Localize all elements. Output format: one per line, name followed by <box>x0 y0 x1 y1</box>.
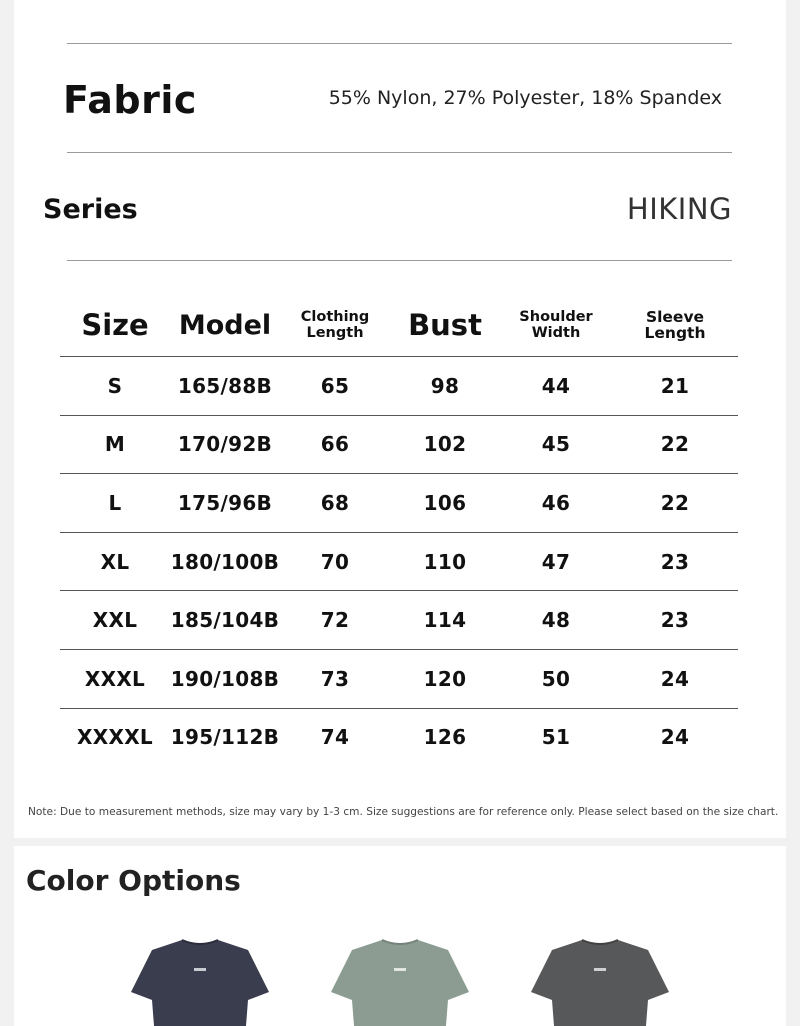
series-value: HIKING <box>626 192 732 226</box>
cell-sleeve-length: 24 <box>660 725 690 750</box>
sage-green-tshirt-swatch[interactable] <box>330 936 470 1026</box>
cell-shoulder-width: 44 <box>500 357 612 416</box>
cell-model: 165/88B <box>170 357 280 416</box>
cell-bust: 98 <box>390 357 500 416</box>
cropped-previous-row <box>84 0 744 4</box>
navy-tshirt-icon <box>131 940 269 1026</box>
cell-sleeve-length: 22 <box>612 474 738 533</box>
fabric-value: 55% Nylon, 27% Polyester, 18% Spandex <box>328 87 722 109</box>
cell-shoulder-width: 50 <box>500 649 612 708</box>
cell-sleeve-length: 23 <box>612 532 738 591</box>
cell-size: S <box>60 357 170 416</box>
cell-bust: 114 <box>390 591 500 650</box>
cell-model: 185/104B <box>170 591 280 650</box>
cell-bust: 106 <box>390 474 500 533</box>
header-bust: Bust <box>390 294 500 357</box>
cell-shoulder-width: 48 <box>500 591 612 650</box>
cell-bust: 126 <box>423 725 467 750</box>
divider <box>67 152 732 153</box>
series-label: Series <box>43 194 138 225</box>
cell-sleeve-length: 22 <box>612 415 738 474</box>
cell-size: XXXXL <box>77 725 153 750</box>
header-sleeve-length-line2: Length <box>644 324 706 342</box>
header-sleeve-length-line1: Sleeve <box>645 308 705 326</box>
header-shoulder-width <box>500 294 612 357</box>
color-options-title: Color Options <box>26 864 241 897</box>
cell-shoulder-width: 47 <box>500 532 612 591</box>
header-clothing-length-line2: Length <box>306 325 364 341</box>
cell-clothing-length: 68 <box>280 474 390 533</box>
cell-size: M <box>60 415 170 474</box>
header-sleeve-length <box>612 294 738 357</box>
cell-clothing-length: 70 <box>280 532 390 591</box>
sage-green-tshirt-icon <box>331 940 469 1026</box>
header-size: Size <box>60 294 170 357</box>
cell-bust: 120 <box>390 649 500 708</box>
cell-bust: 110 <box>390 532 500 591</box>
cell-clothing-length: 74 <box>320 725 350 750</box>
header-shoulder-width-line1: Shoulder <box>519 309 593 325</box>
header-clothing-length-line1: Clothing <box>300 309 370 325</box>
cell-clothing-length: 72 <box>280 591 390 650</box>
table-row <box>60 415 738 474</box>
size-note: Note: Due to measurement methods, size may vary by 1-3 cm. Size suggestions are for reference only. Please select based on the size chart. <box>28 806 779 818</box>
table-row <box>60 591 738 650</box>
cell-shoulder-width: 46 <box>500 474 612 533</box>
cell-sleeve-length: 24 <box>612 649 738 708</box>
cell-clothing-length: 66 <box>280 415 390 474</box>
header-clothing-length <box>280 294 390 357</box>
cell-clothing-length: 73 <box>280 649 390 708</box>
table-row <box>60 708 738 766</box>
cell-model: 190/108B <box>170 649 280 708</box>
fabric-label: Fabric <box>63 78 197 122</box>
navy-tshirt-swatch[interactable] <box>130 936 270 1026</box>
cell-size: XL <box>60 532 170 591</box>
divider <box>67 43 732 44</box>
size-chart-header-row <box>60 294 738 357</box>
cell-model: 195/112B <box>170 725 280 750</box>
header-shoulder-width-line2: Width <box>531 325 581 341</box>
table-row <box>60 357 738 416</box>
cell-shoulder-width: 51 <box>541 725 571 750</box>
cell-model: 170/92B <box>170 415 280 474</box>
cell-shoulder-width: 45 <box>500 415 612 474</box>
cell-size: XXXL <box>60 649 170 708</box>
cell-sleeve-length: 23 <box>612 591 738 650</box>
cell-model: 180/100B <box>170 532 280 591</box>
divider <box>67 260 732 261</box>
table-row <box>60 474 738 533</box>
cell-clothing-length: 65 <box>280 357 390 416</box>
cell-sleeve-length: 21 <box>612 357 738 416</box>
size-chart-table <box>60 294 738 766</box>
table-row <box>60 532 738 591</box>
charcoal-tshirt-swatch[interactable] <box>530 936 670 1026</box>
table-row <box>60 649 738 708</box>
cell-size: XXL <box>60 591 170 650</box>
cell-model: 175/96B <box>170 474 280 533</box>
charcoal-tshirt-icon <box>531 940 669 1026</box>
cell-bust: 102 <box>390 415 500 474</box>
header-model: Model <box>170 294 280 357</box>
cell-size: L <box>60 474 170 533</box>
